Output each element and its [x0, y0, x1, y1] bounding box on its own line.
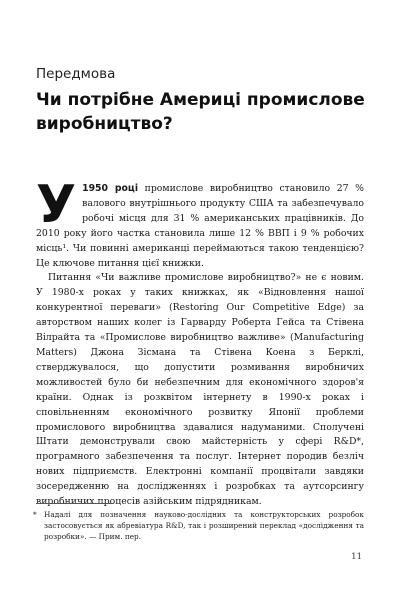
paragraph-2: Питання «Чи важливе промислове виробництво?» не є новим. У 1980-х роках у таких книжках, як «Відновлення нашої конкурентної переваги» (Restoring Our Competitive Edge) за авторством наших колег із Гарварду Роберта Гейса та Стівена Вілрайта та «Промислове виробництво важливе» (Manufacturing Matters) Джона Зісмана та Стівена Коена з Берклі, стверджувалося, що допустити розмивання виробничих можливостей було би небезпечним для економічного здоров'я країни. Однак із розквітом інтернету в 1990-х роках і сповільненням економічного розвитку Японії проблеми промислового виробництва здавалися надуманими. Сполучені Штати демонстрували свою майстерність у сфері R&D*, програмного забезпечення та послуг. Інтернет породив безліч нових підприємств. Електронні компанії процвітали завдяки зосередженню на дослідженнях і розробках та аутсорсингу виробничих процесів азійським підрядникам. — [36, 272, 364, 508]
body-text — [36, 175, 365, 510]
drop-cap: У — [36, 175, 77, 235]
footnote-text: Надалі для позначення науково-дослідних та конструкторських розробок застосовується як абревіатура R&D, так і розширений переклад «дослідження та розробки». — Прим. пер. — [44, 510, 364, 542]
footnote — [33, 509, 364, 543]
lead-in: 1950 році — [82, 183, 139, 194]
footnote-divider — [36, 503, 114, 504]
paragraph-1 — [36, 175, 365, 271]
paragraph-1-text: промислове виробництво становило 27 % валового внутрішнього продукту США та забезпечувало робочі місця для 31 % американських працівників. До 2010 року його частка становила лише 12 % ВВП і 9 % робочих місць¹. Чи повинні американці переймаються такою тенденцією? Це ключове питання цієї книжки. — [36, 183, 365, 269]
chapter-title: Чи потрібне Америці промислове виробництво? — [36, 90, 365, 134]
section-label: Передмова — [36, 66, 116, 82]
page-number: 11 — [351, 552, 362, 562]
footnote-mark: * — [33, 510, 37, 519]
